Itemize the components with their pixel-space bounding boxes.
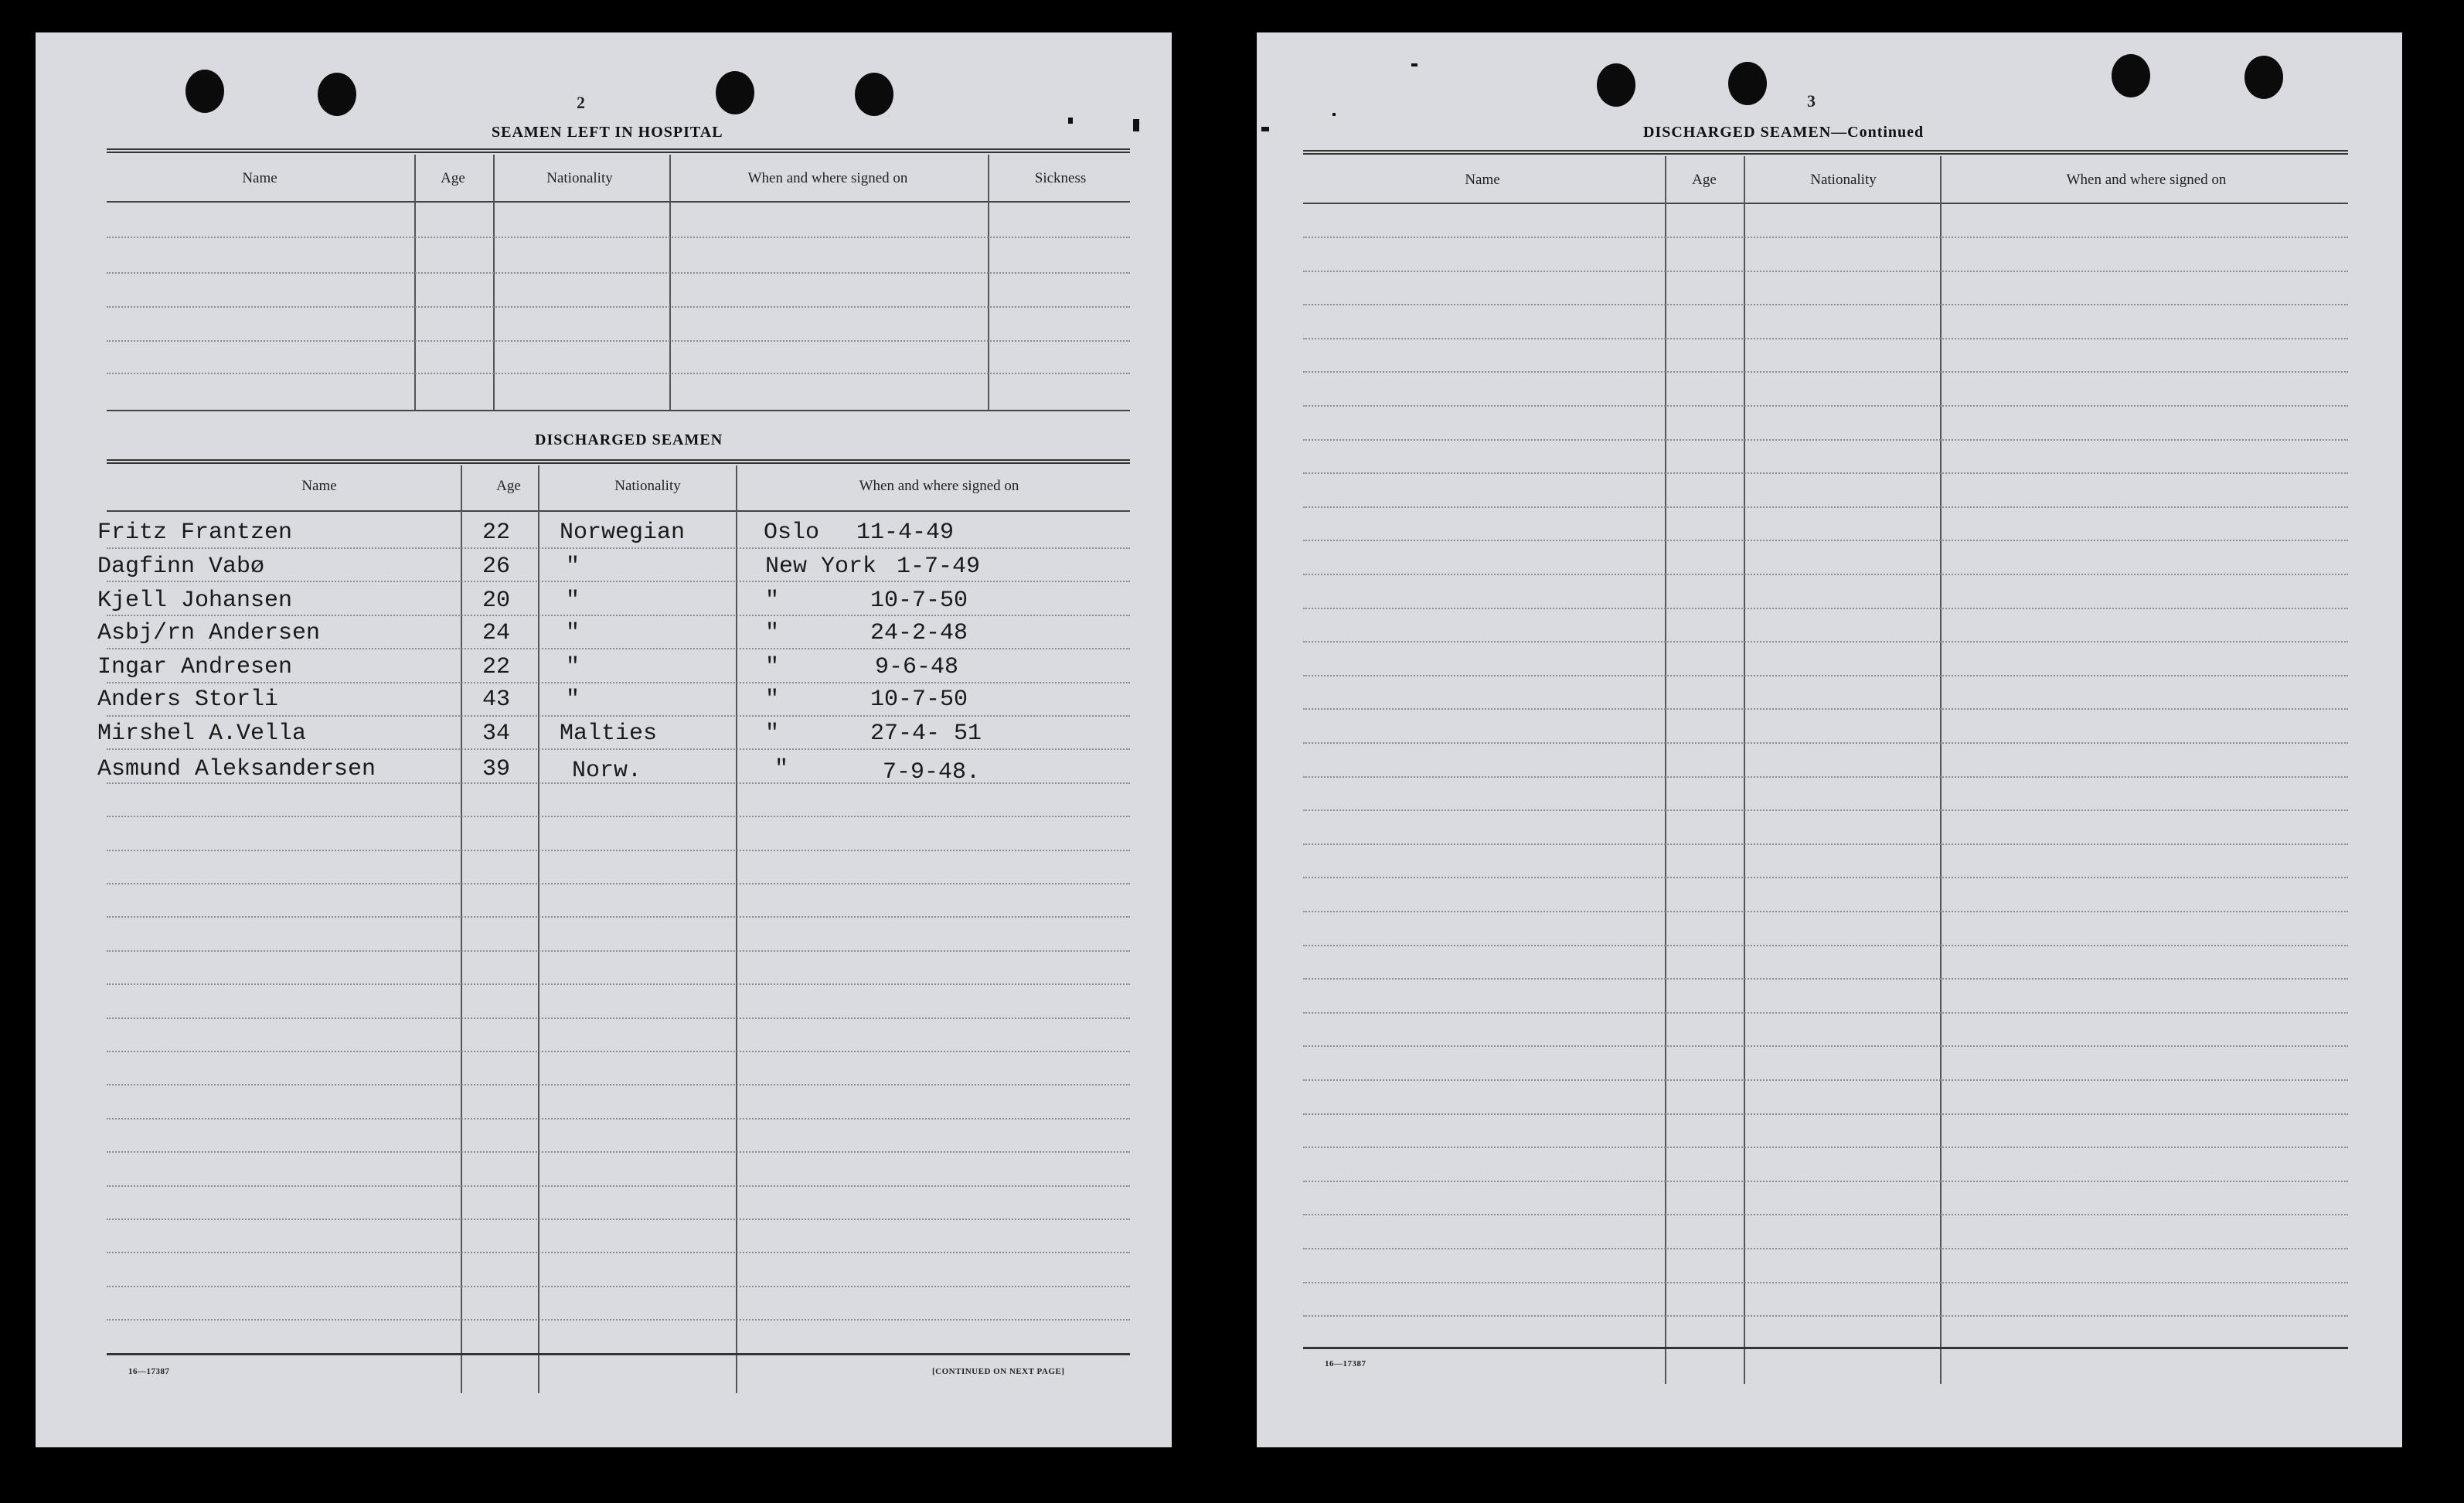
ruled-line [107,1252,1130,1253]
ruled-line [1303,304,2348,305]
ruled-line [1303,675,2348,677]
ruled-line [1303,1147,2348,1148]
signed-on-place: New York [765,554,877,580]
ruled-line [1303,708,2348,710]
punch-hole [716,71,754,114]
column-header-name: Name [1465,172,1500,188]
column-header-name: Name [242,170,277,186]
punch-hole [1597,63,1635,107]
ruled-line [1303,877,2348,878]
signed-on-date: 10-7-50 [870,687,968,713]
seaman-nationality: " [566,687,580,713]
table-top-rule [107,148,1130,153]
ruled-line [1303,809,2348,811]
ruled-line [107,615,1130,616]
seaman-age: 34 [482,721,511,747]
ruled-line [107,1151,1130,1153]
column-header-sickness: Sickness [1034,170,1087,186]
column-header-signed-on: When and where signed on [747,170,908,186]
ruled-line [107,850,1130,851]
column-divider [538,465,539,1393]
ruled-line [107,748,1130,750]
ruled-line [1303,371,2348,373]
column-header-signed-on: When and where signed on [859,478,1019,494]
column-header-age: Age [1692,172,1717,188]
signed-on-place: " [765,620,780,646]
ruled-line [107,1017,1130,1019]
table-bottom-rule [107,1353,1130,1355]
column-header-nationality: Nationality [614,478,681,494]
ruled-line [107,237,1130,238]
column-divider [736,465,737,1393]
seaman-age: 39 [482,756,511,782]
ruled-line [107,1185,1130,1187]
ruled-line [1303,911,2348,912]
ruled-line [1303,1012,2348,1014]
signed-on-date: 7-9-48. [883,759,981,786]
page-number: 2 [577,93,585,112]
signed-on-place: " [765,654,780,680]
punch-hole [185,70,224,113]
seaman-nationality: " [566,620,580,646]
column-divider [461,465,462,1393]
ink-speck [1261,127,1269,131]
column-divider [1665,156,1666,1384]
punch-hole [2112,54,2150,97]
ruled-line [107,715,1130,717]
ruled-line [107,272,1130,274]
ruled-line [1303,574,2348,575]
seaman-nationality: Malties [560,721,658,747]
ruled-line [107,547,1130,549]
table-bottom-rule [107,410,1130,411]
seaman-nationality: " [566,588,580,614]
seaman-name: Kjell Johansen [97,588,293,614]
hospital-section-title: SEAMEN LEFT IN HOSPITAL [492,124,723,141]
left-page [36,32,1172,1447]
ruled-line [107,883,1130,884]
column-header-nationality: Nationality [1810,172,1877,188]
seaman-nationality: " [566,554,580,580]
ruled-line [1303,1214,2348,1215]
signed-on-date: 11-4-49 [856,520,955,546]
ruled-line [107,373,1130,374]
signed-on-place: Oslo [764,520,820,546]
signed-on-date: 24-2-48 [870,620,968,646]
ruled-line [107,648,1130,649]
ruled-line [1303,844,2348,845]
ruled-line [107,950,1130,952]
ruled-line [1303,237,2348,238]
ruled-line [107,1118,1130,1120]
seaman-age: 22 [482,654,511,680]
seaman-name: Asbj/rn Andersen [97,620,321,646]
column-divider [1744,156,1745,1384]
ruled-line [1303,439,2348,441]
ruled-line [1303,945,2348,946]
table-top-rule [107,459,1130,464]
signed-on-place: " [765,588,780,614]
header-rule [107,510,1130,512]
punch-hole [318,73,356,116]
punch-hole [2244,56,2283,99]
seaman-age: 26 [482,554,511,580]
header-rule [107,201,1130,203]
ruled-line [107,340,1130,342]
ruled-line [1303,1079,2348,1081]
signed-on-date: 10-7-50 [870,588,968,614]
seaman-age: 24 [482,620,511,646]
ruled-line [1303,1181,2348,1182]
column-divider [414,155,416,410]
ruled-line [107,1218,1130,1220]
ruled-line [1303,405,2348,407]
ink-speck [1332,113,1336,116]
signed-on-date: 27-4- 51 [870,721,982,747]
ruled-line [1303,978,2348,980]
ruled-line [1303,506,2348,508]
ink-speck [1068,118,1073,124]
seaman-name: Ingar Andresen [97,654,293,680]
ruled-line [107,983,1130,985]
discharged-section-title: DISCHARGED SEAMEN [535,431,723,448]
ruled-line [1303,1045,2348,1047]
seaman-age: 22 [482,520,511,546]
column-header-age: Age [496,478,521,494]
ruled-line [1303,1248,2348,1249]
column-divider [669,155,671,410]
ink-speck [1133,119,1139,131]
discharged-continued-title: DISCHARGED SEAMEN—Continued [1643,124,1925,141]
column-divider [493,155,495,410]
punch-hole [855,73,893,116]
signed-on-date: 1-7-49 [897,554,981,580]
column-header-age: Age [441,170,465,186]
table-bottom-rule [1303,1347,2348,1349]
ruled-line [107,581,1130,582]
ruled-line [107,1051,1130,1052]
column-divider [988,155,989,410]
seaman-name: Mirshel A.Vella [97,721,307,747]
punch-hole [1728,62,1767,105]
ruled-line [1303,776,2348,778]
column-divider [1940,156,1942,1384]
ruled-line [1303,641,2348,642]
ruled-line [1303,742,2348,744]
form-number: 16—17387 [1325,1359,1366,1368]
column-header-signed-on: When and where signed on [2066,172,2227,188]
column-header-nationality: Nationality [546,170,613,186]
ruled-line [1303,271,2348,272]
continued-note: [CONTINUED ON NEXT PAGE] [932,1367,1065,1376]
signed-on-place: " [765,687,780,713]
seaman-nationality: Norwegian [560,520,686,546]
ink-speck [1411,63,1417,66]
ruled-line [1303,472,2348,474]
seaman-nationality: Norw. [572,758,642,784]
ruled-line [1303,1282,2348,1283]
ruled-line [107,816,1130,817]
table-top-rule [1303,150,2348,155]
column-header-name: Name [301,478,337,494]
seaman-nationality: " [566,654,580,680]
ruled-line [107,916,1130,918]
seaman-age: 20 [482,588,511,614]
seaman-age: 43 [482,687,511,713]
form-number: 16—17387 [128,1367,170,1376]
seaman-name: Dagfinn Vabø [97,554,265,580]
ruled-line [107,1286,1130,1287]
ruled-line [1303,1315,2348,1317]
seaman-name: Fritz Frantzen [97,520,293,546]
ruled-line [1303,540,2348,541]
ruled-line [107,306,1130,308]
ruled-line [1303,338,2348,339]
ruled-line [1303,608,2348,609]
seaman-name: Anders Storli [97,687,279,713]
seaman-name: Asmund Aleksandersen [97,756,376,782]
signed-on-place: " [765,721,780,747]
header-rule [1303,203,2348,204]
ruled-line [1303,1113,2348,1115]
page-number: 3 [1807,91,1816,111]
ruled-line [107,682,1130,683]
right-page [1257,32,2402,1447]
signed-on-place: " [774,756,789,782]
ruled-line [107,1084,1130,1086]
ruled-line [107,1319,1130,1321]
signed-on-date: 9-6-48 [875,654,959,680]
